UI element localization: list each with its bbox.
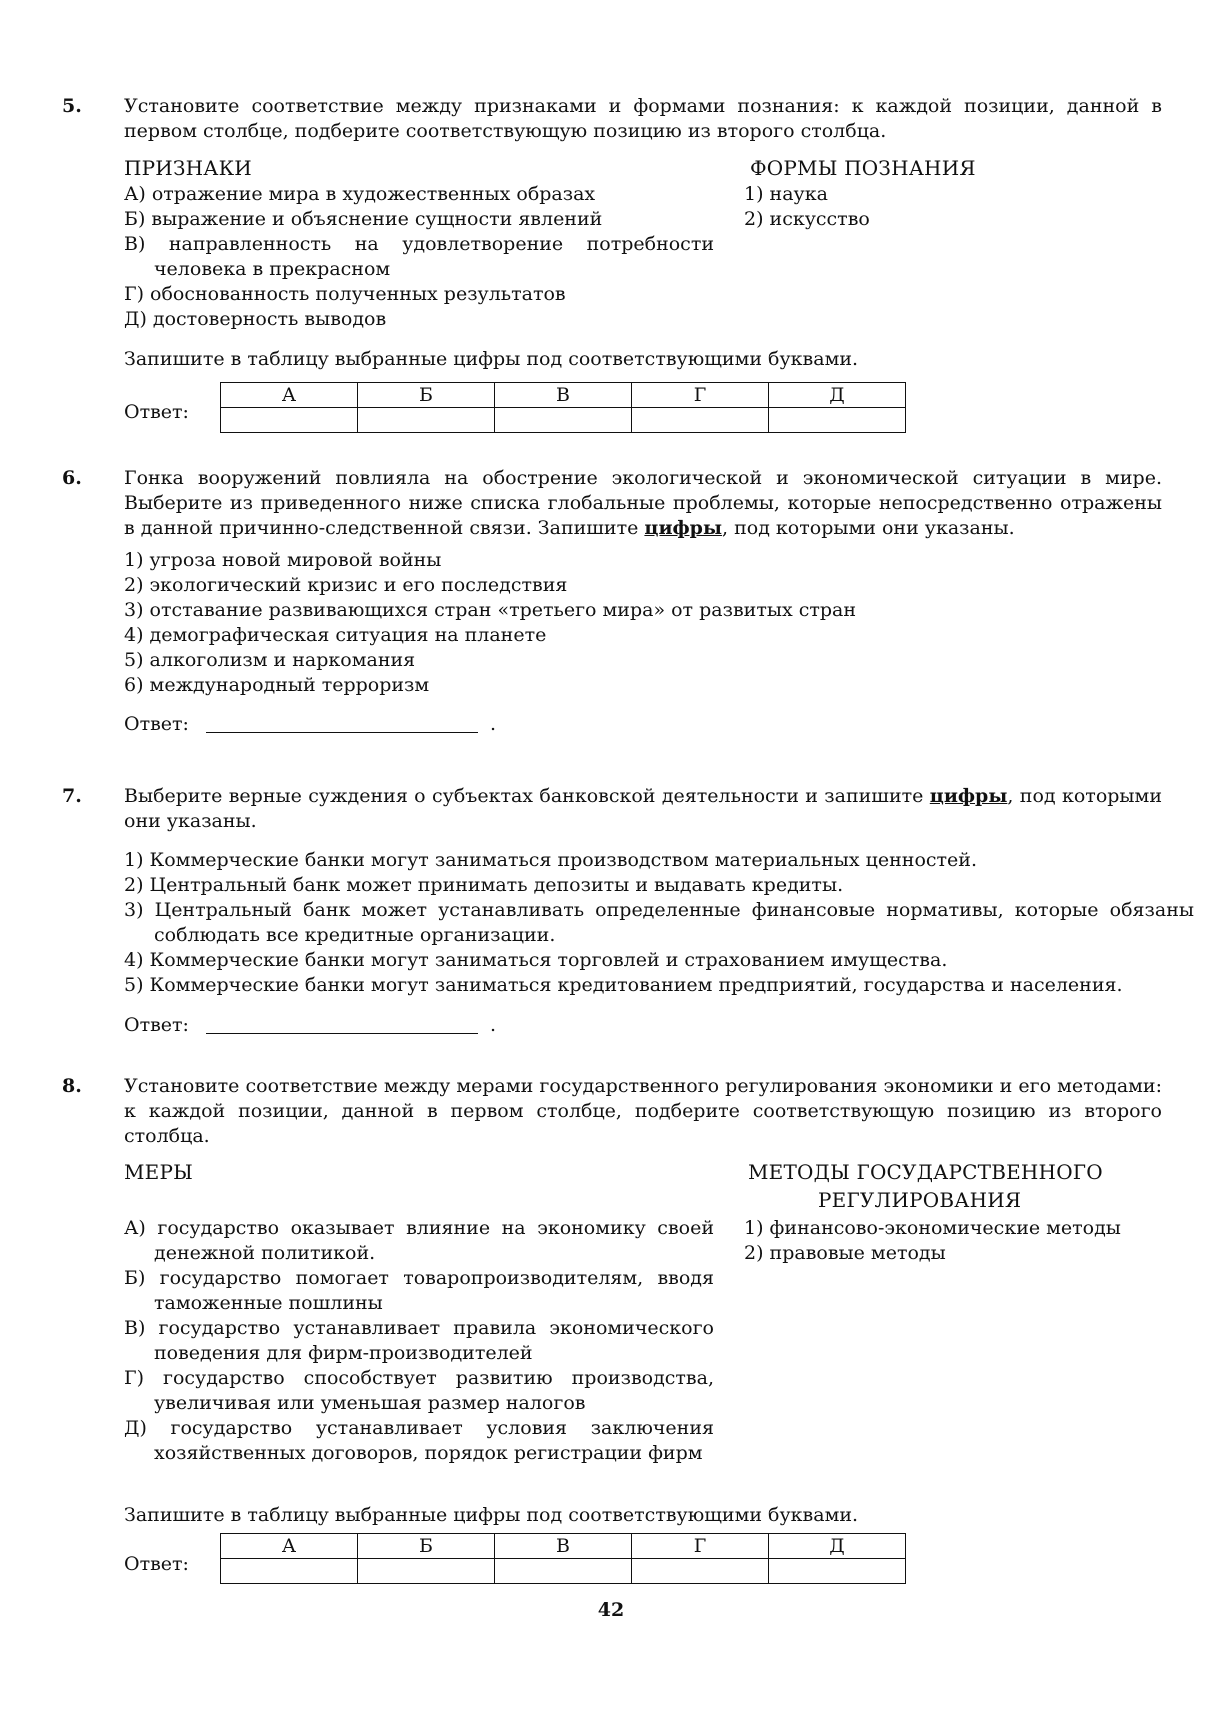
q5-answer-cell[interactable]: [495, 408, 632, 433]
q5-right-item: 2) искусство: [744, 208, 870, 230]
q5-col-header: В: [495, 383, 632, 408]
q8-left-item: А) государство оказывает влияние на экономику своей денежной политикой.: [124, 1217, 714, 1264]
q8-instruction: Запишите в таблицу выбранные цифры под соответствующими буквами.: [124, 1504, 859, 1526]
q6-number: 6.: [62, 467, 82, 489]
q6-list-item: 2) экологический кризис и его последствия: [124, 574, 568, 596]
q7-number: 7.: [62, 785, 82, 807]
q5-instruction: Запишите в таблицу выбранные цифры под соответствующими буквами.: [124, 348, 859, 370]
q5-left-item: Д) достоверность выводов: [124, 308, 387, 330]
q5-answer-label: Ответ:: [124, 401, 189, 423]
q5-answer-cell[interactable]: [769, 408, 906, 433]
q5-col-header: Б: [358, 383, 495, 408]
q8-answer-cell[interactable]: [495, 1559, 632, 1584]
q8-answer-cell[interactable]: [769, 1559, 906, 1584]
q8-col-header: Д: [769, 1534, 906, 1559]
q8-answer-cell[interactable]: [358, 1559, 495, 1584]
q6-answer-line[interactable]: [206, 732, 478, 733]
q8-left-header: МЕРЫ: [124, 1160, 194, 1184]
q5-left-item: Г) обоснованность полученных результатов: [124, 283, 566, 305]
q6-list-item: 5) алкоголизм и наркомания: [124, 649, 416, 671]
q7-list-item: 4) Коммерческие банки могут заниматься торговлей и страхованием имущества.: [124, 949, 948, 971]
q8-col-header: А: [221, 1534, 358, 1559]
q8-right-header-line2: РЕГУЛИРОВАНИЯ: [818, 1188, 1022, 1212]
q5-col-header: А: [221, 383, 358, 408]
page-number: 42: [597, 1599, 625, 1621]
q7-prompt-before: Выберите верные суждения о субъектах банковской деятельности и запишите: [124, 785, 930, 807]
q8-answer-label: Ответ:: [124, 1553, 189, 1575]
q5-answer-cell[interactable]: [221, 408, 358, 433]
q8-answer-row: [221, 1559, 906, 1584]
q6-answer-label: Ответ:: [124, 713, 189, 735]
q5-right-item: 1) наука: [744, 183, 828, 205]
q5-table-header-row: [221, 383, 906, 408]
q6-list-item: 4) демографическая ситуация на планете: [124, 624, 547, 646]
q6-list-item: 1) угроза новой мировой войны: [124, 549, 442, 571]
q8-table-header-row: [221, 1534, 906, 1559]
q5-col-header: Д: [769, 383, 906, 408]
q6-list-item: 6) международный терроризм: [124, 674, 430, 696]
q5-col-header: Г: [632, 383, 769, 408]
q8-col-header: Г: [632, 1534, 769, 1559]
q5-prompt: Установите соответствие между признаками и формами познания: к каждой позиции, данной в первом столбце, подберите соответствующую позицию из второго столбца.: [124, 95, 1162, 142]
q8-col-header: В: [495, 1534, 632, 1559]
q7-answer-line[interactable]: [206, 1033, 478, 1034]
q8-left-item: Д) государство устанавливает условия заключения хозяйственных договоров, порядок регистрации фирм: [124, 1417, 714, 1464]
q5-right-header: ФОРМЫ ПОЗНАНИЯ: [750, 156, 976, 180]
q7-list-item: 1) Коммерческие банки могут заниматься производством материальных ценностей.: [124, 849, 978, 871]
q8-right-item: 1) финансово-экономические методы: [744, 1217, 1121, 1239]
q8-right-item: 2) правовые методы: [744, 1242, 946, 1264]
q8-answer-cell[interactable]: [632, 1559, 769, 1584]
q5-left-item: В) направленность на удовлетворение потребности человека в прекрасном: [124, 233, 714, 280]
q8-col-header: Б: [358, 1534, 495, 1559]
q7-list-item: 5) Коммерческие банки могут заниматься кредитованием предприятий, государства и населения.: [124, 974, 1123, 996]
q5-left-item: А) отражение мира в художественных образах: [124, 183, 596, 205]
q6-prompt-after: , под которыми они указаны.: [722, 517, 1015, 539]
q5-number: 5.: [62, 95, 82, 117]
q6-prompt-before: Гонка вооружений повлияла на обострение экологической и экономической ситуации в мире. Выберите из приведенного ниже списка глобальные проблемы, которые непосредственно отражены в данной причинно-следственной связи. Запишите: [124, 467, 1162, 539]
q6-prompt-emphasis: цифры: [644, 517, 723, 539]
q8-left-item: Г) государство способствует развитию производства, увеличивая или уменьшая размер налогов: [124, 1367, 714, 1414]
q8-answer-table: [220, 1533, 906, 1584]
q5-left-header: ПРИЗНАКИ: [124, 156, 252, 180]
q7-list-item: 3) Центральный банк может устанавливать определенные финансовые нормативы, которые обязаны соблюдать все кредитные организации.: [124, 899, 1194, 946]
q7-answer-end: .: [490, 1014, 497, 1036]
q8-right-header-line1: МЕТОДЫ ГОСУДАРСТВЕННОГО: [748, 1160, 1103, 1184]
q5-answer-cell[interactable]: [358, 408, 495, 433]
q8-number: 8.: [62, 1075, 82, 1097]
q5-answer-cell[interactable]: [632, 408, 769, 433]
q6-prompt: [124, 466, 1162, 541]
q5-left-item: Б) выражение и объяснение сущности явлений: [124, 208, 603, 230]
q6-answer-end: .: [490, 713, 497, 735]
q5-answer-table: [220, 382, 906, 433]
q7-prompt: [124, 784, 1162, 834]
q7-prompt-emphasis: цифры: [929, 785, 1008, 807]
q5-answer-row: [221, 408, 906, 433]
q7-prompt-after: , под которыми они указаны.: [124, 785, 1162, 832]
q8-left-item: Б) государство помогает товаропроизводителям, вводя таможенные пошлины: [124, 1267, 714, 1314]
q7-answer-label: Ответ:: [124, 1014, 189, 1036]
q8-left-item: В) государство устанавливает правила экономического поведения для фирм-производителей: [124, 1317, 714, 1364]
q8-prompt: Установите соответствие между мерами государственного регулирования экономики и его методами: к каждой позиции, данной в первом столбце, подберите соответствующую позицию из второго столбца.: [124, 1075, 1162, 1147]
q8-answer-cell[interactable]: [221, 1559, 358, 1584]
q6-list-item: 3) отставание развивающихся стран «третьего мира» от развитых стран: [124, 599, 857, 621]
q7-list-item: 2) Центральный банк может принимать депозиты и выдавать кредиты.: [124, 874, 844, 896]
